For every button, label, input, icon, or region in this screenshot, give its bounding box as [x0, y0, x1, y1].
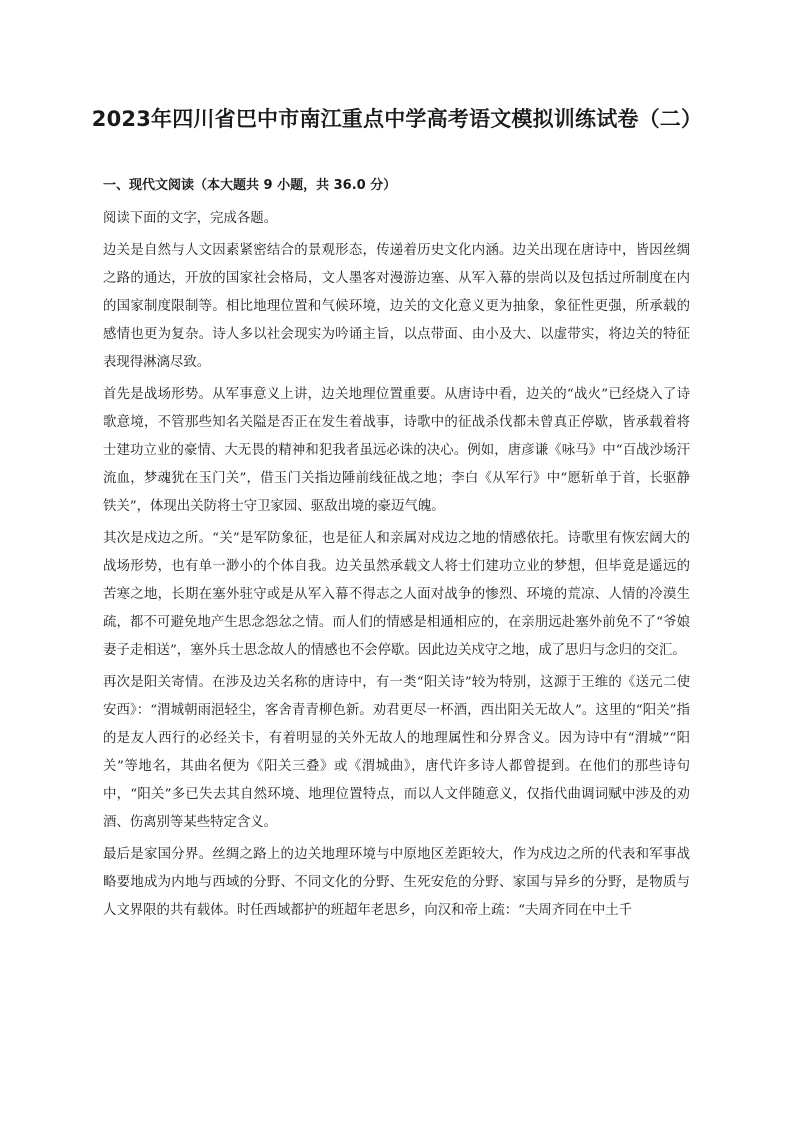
passage-paragraph-yangguan: 再次是阳关寄情。在涉及边关名称的唐诗中，有一类“阳关诗”较为特别，这源于王维的《送元二使安西》：“渭城朝雨浥轻尘，客舍青青柳色新。劝君更尽一杯酒，西出阳关无故人”。这里的“阳关”指的是友人西行的必经关卡，有着明显的关外无故人的地理属性和分界含义。因为诗中有“渭城”“阳关”等地名，其曲名便为《阳关三叠》或《渭城曲》，唐代许多诗人都曾提到。在他们的那些诗句中，“阳关”多已失去其自然环境、地理位置特点，而以人文伴随意义，仅指代曲调词赋中涉及的劝酒、伤离别等某些特定含义。: [103, 675, 690, 830]
passage-paragraph-intro: 边关是自然与人文因素紧密结合的景观形态，传递着历史文化内涵。边关出现在唐诗中，皆因丝绸之路的通达，开放的国家社会格局，文人墨客对漫游边塞、从军入幕的崇尚以及包括过所制度在内的国家制度限制等。相比地理位置和气候环境，边关的文化意义更为抽象，象征性更强，所承载的感情也更为复杂。诗人多以社会现实为吟诵主旨，以点带面、由小及大、以虚带实，将边关的特征表现得淋漓尽致。: [103, 243, 690, 370]
passage-paragraph-boundary: 最后是家国分界。丝绸之路上的边关地理环境与中原地区差距较大，作为戍边之所的代表和军事战略要地成为内地与西域的分野、不同文化的分野、生死安危的分野、家国与异乡的分野，是物质与人文界限的共有载体。时任西域都护的班超年老思乡，向汉和帝上疏：“夫周齐同在中土千: [103, 847, 690, 918]
passage-paragraph-frontier-post: 其次是戍边之所。“关”是军防象征，也是征人和亲属对戍边之地的情感依托。诗歌里有恢宏阔大的战场形势，也有单一渺小的个体自我。边关虽然承载文人将士们建功立业的梦想，但毕竟是遥远的苦寒之地，长期在塞外驻守或是从军入幕不得志之人面对战争的惨烈、环境的荒凉、人情的冷漠生疏，都不可避免地产生思念怨忿之情。而人们的情感是相通相应的，在亲朋远赴塞外前免不了“爷娘妻子走相送”，塞外兵士思念故人的情感也不会停歇。因此边关戍守之地，成了思归与念归的交汇。: [103, 531, 690, 658]
exam-content: [103, 177, 690, 925]
exam-title: 2023年四川省巴中市南江重点中学高考语文模拟训练试卷（二）: [91, 107, 703, 131]
reading-instruction: 阅读下面的文字，完成各题。: [103, 211, 278, 226]
section-heading: 一、现代文阅读（本大题共 9 小题，共 36.0 分）: [103, 178, 397, 193]
passage-paragraph-battlefield: 首先是战场形势。从军事意义上讲，边关地理位置重要。从唐诗中看，边关的“战火”已经烧入了诗歌意境，不管那些知名关隘是否正在发生着战事，诗歌中的征战杀伐都未曾真正停歇，皆承载着将士建功立业的豪情、大无畏的精神和犯我者虽远必诛的决心。例如，唐彦谦《咏马》中“百战沙场汗流血，梦魂犹在玉门关”，借玉门关指边陲前线征战之地；李白《从军行》中“愿斩单于首，长驱静铁关”，体现出关防将士守卫家园、驱敌出境的豪迈气魄。: [103, 387, 690, 514]
